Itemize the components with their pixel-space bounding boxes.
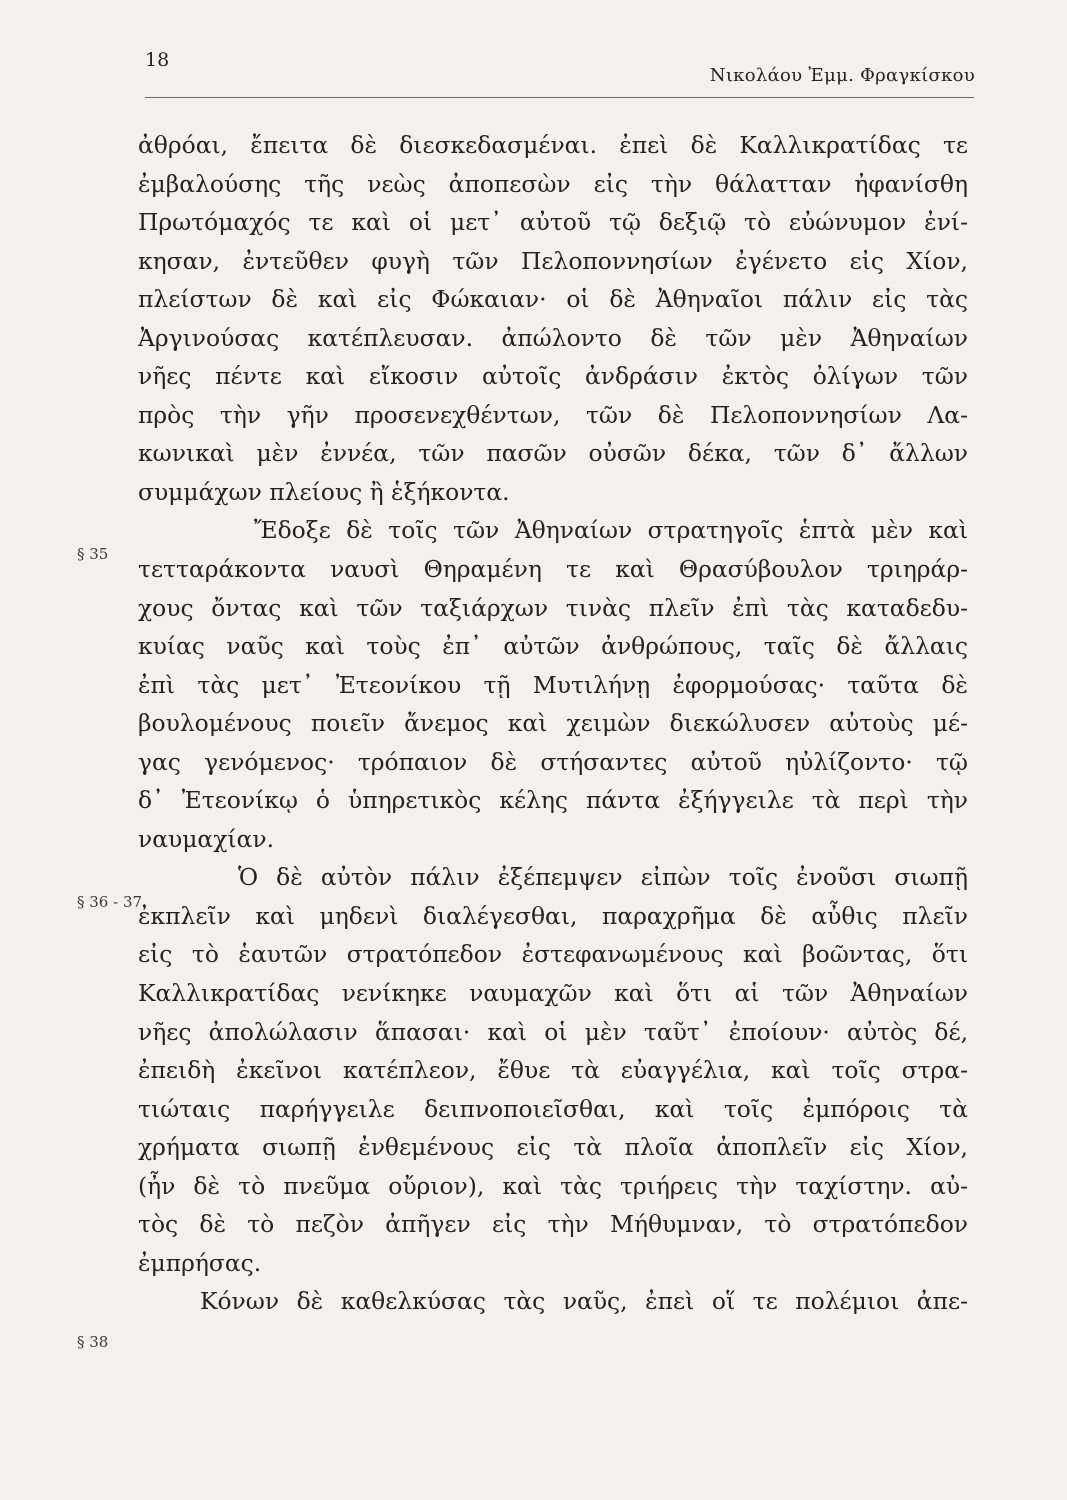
text-line: πλείστων δὲ καὶ εἰς Φώκαιαν· οἱ δὲ Ἀθηναῖοι πάλιν εἰς τὰς: [138, 285, 968, 314]
text-line: ναυμαχίαν.: [138, 824, 275, 853]
text-line: χρήματα σιωπῇ ἐνθεμένους εἰς τὰ πλοῖα ἀποπλεῖν εἰς Χίον,: [138, 1133, 968, 1162]
text-line: συμμάχων πλείους ἢ ἑξήκοντα.: [138, 477, 510, 506]
text-line: κωνικαὶ μὲν ἐννέα, τῶν πασῶν οὐσῶν δέκα, τῶν δ᾽ ἄλλων: [138, 439, 968, 468]
text-line: γας γενόμενος· τρόπαιον δὲ στήσαντες αὐτοῦ ηὐλίζοντο· τῷ: [138, 747, 968, 776]
section-marker: § 38: [77, 1333, 109, 1351]
text-line: πρὸς τὴν γῆν προσενεχθέντων, τῶν δὲ Πελοποννησίων Λα-: [138, 400, 968, 429]
text-line: κησαν, ἐντεῦθεν φυγὴ τῶν Πελοποννησίων ἐγένετο εἰς Χίον,: [138, 246, 968, 275]
text-line: ἐμπρήσας.: [138, 1248, 262, 1277]
text-line: κυίας ναῦς καὶ τοὺς ἐπ᾽ αὐτῶν ἀνθρώπους, ταῖς δὲ ἄλλαις: [138, 632, 968, 661]
text-line: χους ὄντας καὶ τῶν ταξιάρχων τινὰς πλεῖν ἐπὶ τὰς καταδεδυ-: [138, 593, 968, 622]
text-line: ἐμβαλούσης τῆς νεὼς ἀποπεσὼν εἰς τὴν θάλατταν ἠφανίσθη: [138, 169, 968, 198]
page-number: 18: [145, 49, 170, 71]
section-marker: § 36 - 37: [77, 893, 143, 911]
header-rule: [145, 97, 974, 98]
text-line: βουλομένους ποιεῖν ἄνεμος καὶ χειμὼν διεκώλυσεν αὐτοὺς μέ-: [138, 709, 968, 738]
text-line: ἀθρόαι, ἔπειτα δὲ διεσκεδασμέναι. ἐπεὶ δὲ Καλλικρατίδας τε: [138, 131, 968, 159]
paragraph-first-line: Ἔδοξε δὲ τοῖς τῶν Ἀθηναίων στρατηγοῖς ἑπτὰ μὲν καὶ: [254, 516, 968, 545]
text-line: νῆες ἀπολώλασιν ἅπασαι· καὶ οἱ μὲν ταῦτ᾽ ἐποίουν· αὐτὸς δέ,: [138, 1017, 968, 1046]
paragraph-first-line: Ὁ δὲ αὐτὸν πάλιν ἐξέπεμψεν εἰπὼν τοῖς ἐνοῦσι σιωπῇ: [238, 863, 968, 892]
text-line: νῆες πέντε καὶ εἴκοσιν αὐτοῖς ἀνδράσιν ἐκτὸς ὀλίγων τῶν: [138, 362, 968, 391]
text-line: τὸς δὲ τὸ πεζὸν ἀπῆγεν εἰς τὴν Μήθυμναν, τὸ στρατόπεδον: [138, 1210, 968, 1239]
text-line: εἰς τὸ ἑαυτῶν στρατόπεδον ἐστεφανωμένους καὶ βοῶντας, ὅτι: [138, 940, 968, 969]
text-line: ἐκπλεῖν καὶ μηδενὶ διαλέγεσθαι, παραχρῆμα δὲ αὖθις πλεῖν: [138, 901, 968, 930]
text-line: Πρωτόμαχός τε καὶ οἱ μετ᾽ αὐτοῦ τῷ δεξιῷ τὸ εὐώνυμον ἐνί-: [138, 208, 968, 237]
text-line: τετταράκοντα ναυσὶ Θηραμένη τε καὶ Θρασύβουλον τριηράρ-: [138, 555, 968, 584]
text-line: (ἦν δὲ τὸ πνεῦμα οὔριον), καὶ τὰς τριήρεις τὴν ταχίστην. αὐ-: [138, 1171, 968, 1200]
text-line: Καλλικρατίδας νενίκηκε ναυμαχῶν καὶ ὅτι αἱ τῶν Ἀθηναίων: [138, 979, 968, 1008]
text-line: τιώταις παρήγγειλε δειπνοποιεῖσθαι, καὶ τοῖς ἐμπόροις τὰ: [138, 1094, 968, 1123]
section-marker: § 35: [77, 545, 109, 563]
text-line: δ᾽ Ἐτεονίκῳ ὁ ὑπηρετικὸς κέλης πάντα ἐξήγγειλε τὰ περὶ τὴν: [138, 786, 968, 815]
text-line: ἐπὶ τὰς μετ᾽ Ἐτεονίκου τῇ Μυτιλήνῃ ἐφορμούσας· ταῦτα δὲ: [138, 670, 968, 699]
text-line: ἐπειδὴ ἐκεῖνοι κατέπλεον, ἔθυε τὰ εὐαγγέλια, καὶ τοῖς στρα-: [138, 1056, 968, 1085]
running-head: Νικολάου Ἐμμ. Φραγκίσκου: [709, 65, 975, 86]
paragraph-first-line: Κόνων δὲ καθελκύσας τὰς ναῦς, ἐπεὶ οἵ τε πολέμιοι ἀπε-: [200, 1287, 968, 1316]
text-line: Ἀργινούσας κατέπλευσαν. ἀπώλοντο δὲ τῶν μὲν Ἀθηναίων: [138, 323, 968, 352]
body-text: [138, 126, 968, 1321]
